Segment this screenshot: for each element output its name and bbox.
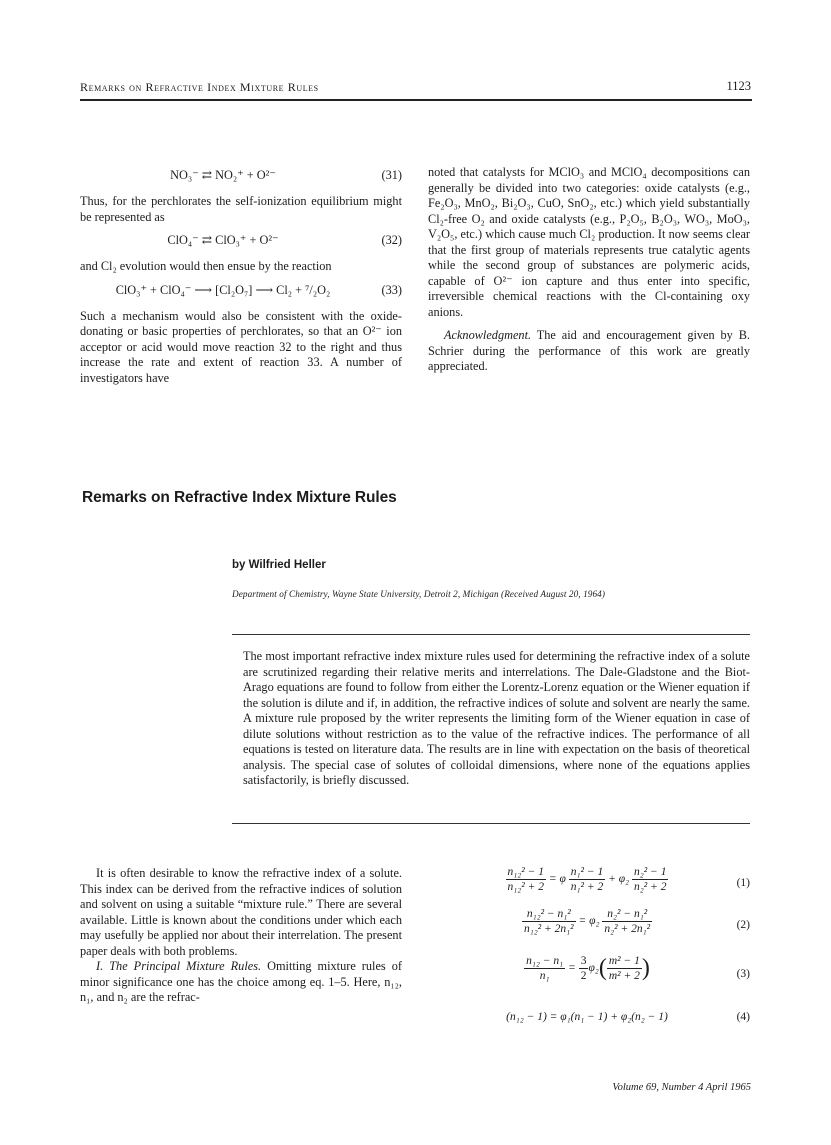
fraction [632,866,668,893]
denominator: n₁² + 2 [570,881,604,893]
journal-footer: Volume 69, Number 4 April 1965 [612,1082,751,1093]
denominator: n₁ [539,970,550,982]
denominator: m² + 2 [608,970,640,982]
fraction [569,866,605,893]
operator: φ₂ [588,962,599,975]
fraction [524,955,565,982]
left-paren: ( [598,955,607,981]
denominator: n₂² + 2 [633,881,667,893]
equation-32-expr: ClO₄⁻ ⇄ ClO₃⁺ + O²⁻ [167,233,279,247]
article-title: Remarks on Refractive Index Mixture Rules [82,489,397,506]
equation-33-expr: ClO₃⁺ + ClO₄⁻ ⟶ [Cl₂O₇] ⟶ Cl₂ + ⁷/₂O₂ [115,282,331,297]
paragraph: Such a mechanism would also be consistent with the oxide-donating or basic properties of perchlorates, so that an O²⁻ ion acceptor or acid would move reaction 32 to the right and thus increase the rate and extent of reaction 33. A number of investigators have [80,308,402,385]
fraction [607,955,642,982]
equation-32-number: (32) [381,233,402,247]
section-text: Omitting mixture rules of minor significance one has the choice among eq. 1–5. Here, n₁₂, n₁, and n₂ are the refrac- [80,959,402,1004]
article-author: by Wilfried Heller [232,559,326,571]
equation-31 [80,168,402,184]
fraction [602,908,652,935]
equation-2 [462,908,750,944]
denominator: n₂² + 2n₁² [604,923,651,935]
numerator: n₁₂² − n₁² [522,908,576,922]
numerator: m² − 1 [608,955,640,967]
right-column [428,165,750,383]
operator: + φ₂ [608,873,630,886]
equation-3-number: (3) [736,968,750,980]
fraction [579,955,589,982]
acknowledgment-paragraph [428,328,750,375]
operator: = φ₂ [578,915,600,928]
equation-33 [80,283,402,299]
body-left-column [80,866,402,1014]
numerator: n₂² − 1 [633,866,667,878]
denominator: n₁₂² + 2 [507,881,545,893]
equation-1-number: (1) [736,877,750,889]
section-paragraph [80,959,402,1006]
equation-2-number: (2) [736,919,750,931]
paragraph: noted that catalysts for MClO₃ and MClO₄ decompositions can generally be divided into two categories: oxide catalysts (e.g., Fe₂O₃, MnO₂, Bi₂O₃, CuO, SnO₂, etc.) which yield substantially Cl₂-free O₂ and oxide catalysts (e.g., P₂O₅, B₂O₃, WO₃, MoO₃, V₂O₅, etc.) which cause much Cl₂ production. It now seems clear that the first group of materials represents true catalytic agents while the second group of substances are polymeric acids, capable of O²⁻ ion capture and thus enter into specific, irreversible chemical reactions with the Cl-containing oxy anions. [428,165,750,319]
paragraph: It is often desirable to know the refractive index of a solute. This index can be derived from the refractive indices of solution and solvent on using a suitable “mixture rule.” There are several available. Little is known about the conditions under which each may usefully be applied nor about their interrelation. The present paper deals with both problems. [80,866,402,958]
numerator: 3 [580,955,587,967]
acknowledgment-text: The aid and encouragement given by B. Schrier during the performance of this work are greatly appreciated. [428,328,750,373]
running-title: Remarks on Refractive Index Mixture Rules [80,80,319,94]
equation-1 [462,866,750,902]
numerator: n₁² − 1 [570,866,604,878]
equation-32 [80,233,402,249]
left-column [80,168,402,394]
right-paren: ) [641,955,650,981]
equation-33-number: (33) [381,282,402,297]
fraction [522,908,576,935]
equation-3-expr [462,955,712,982]
page-number: 1123 [726,79,751,93]
abstract-bottom-rule [232,823,750,824]
article-affiliation: Department of Chemistry, Wayne State University, Detroit 2, Michigan (Received August 20, 1964) [232,589,606,599]
equation-4 [462,1011,750,1029]
equation-4-number: (4) [736,1011,750,1023]
equation-2-expr [462,908,712,935]
fraction [506,866,546,893]
acknowledgment-label: Acknowledgment. [444,328,532,342]
operator: = [568,962,576,975]
abstract-top-rule [232,634,750,635]
denominator: 2 [580,970,587,982]
equation-4-expr: (n₁₂ − 1) = φ₁(n₁ − 1) + φ₂(n₂ − 1) [506,1011,668,1023]
equation-31-expr: NO₃⁻ ⇄ NO₂⁺ + O²⁻ [170,168,276,182]
operator: = φ [548,873,566,886]
numerator: n₁₂ − n₁ [526,955,564,967]
section-heading: I. The Principal Mixture Rules. [96,959,262,973]
numerator: n₁₂² − 1 [507,866,545,878]
equation-31-number: (31) [381,168,402,182]
header-rule [80,99,752,101]
paragraph: and Cl₂ evolution would then ensue by the reaction [80,259,332,273]
numerator: n₂² − n₁² [602,908,652,922]
abstract: The most important refractive index mixture rules used for determining the refractive index of a solute are scrutinized regarding their relative merits and interrelations. The Dale-Gladstone and the Biot-Arago equations are found to follow from either the Lorentz-Lorenz equation or the Wiener equation if the solution is dilute and if, in addition, the refractive indices of solute and solvent are nearly the same. A mixture rule proposed by the writer represents the limiting form of the Wiener equation in case of dilute solutions without restriction as to the value of the refractive indices. The performance of all equations is tested on literature data. The results are in line with expectation on the basis of theoretical analysis. The special case of solutes of colloidal dimensions, where none of the equations applies satisfactorily, is briefly discussed. [243,649,750,787]
equation-1-expr [462,866,712,893]
denominator: n₁₂² + 2n₁² [523,923,574,935]
equation-3 [462,955,750,995]
paragraph: Thus, for the perchlorates the self-ionization equilibrium might be represented as [80,194,402,224]
